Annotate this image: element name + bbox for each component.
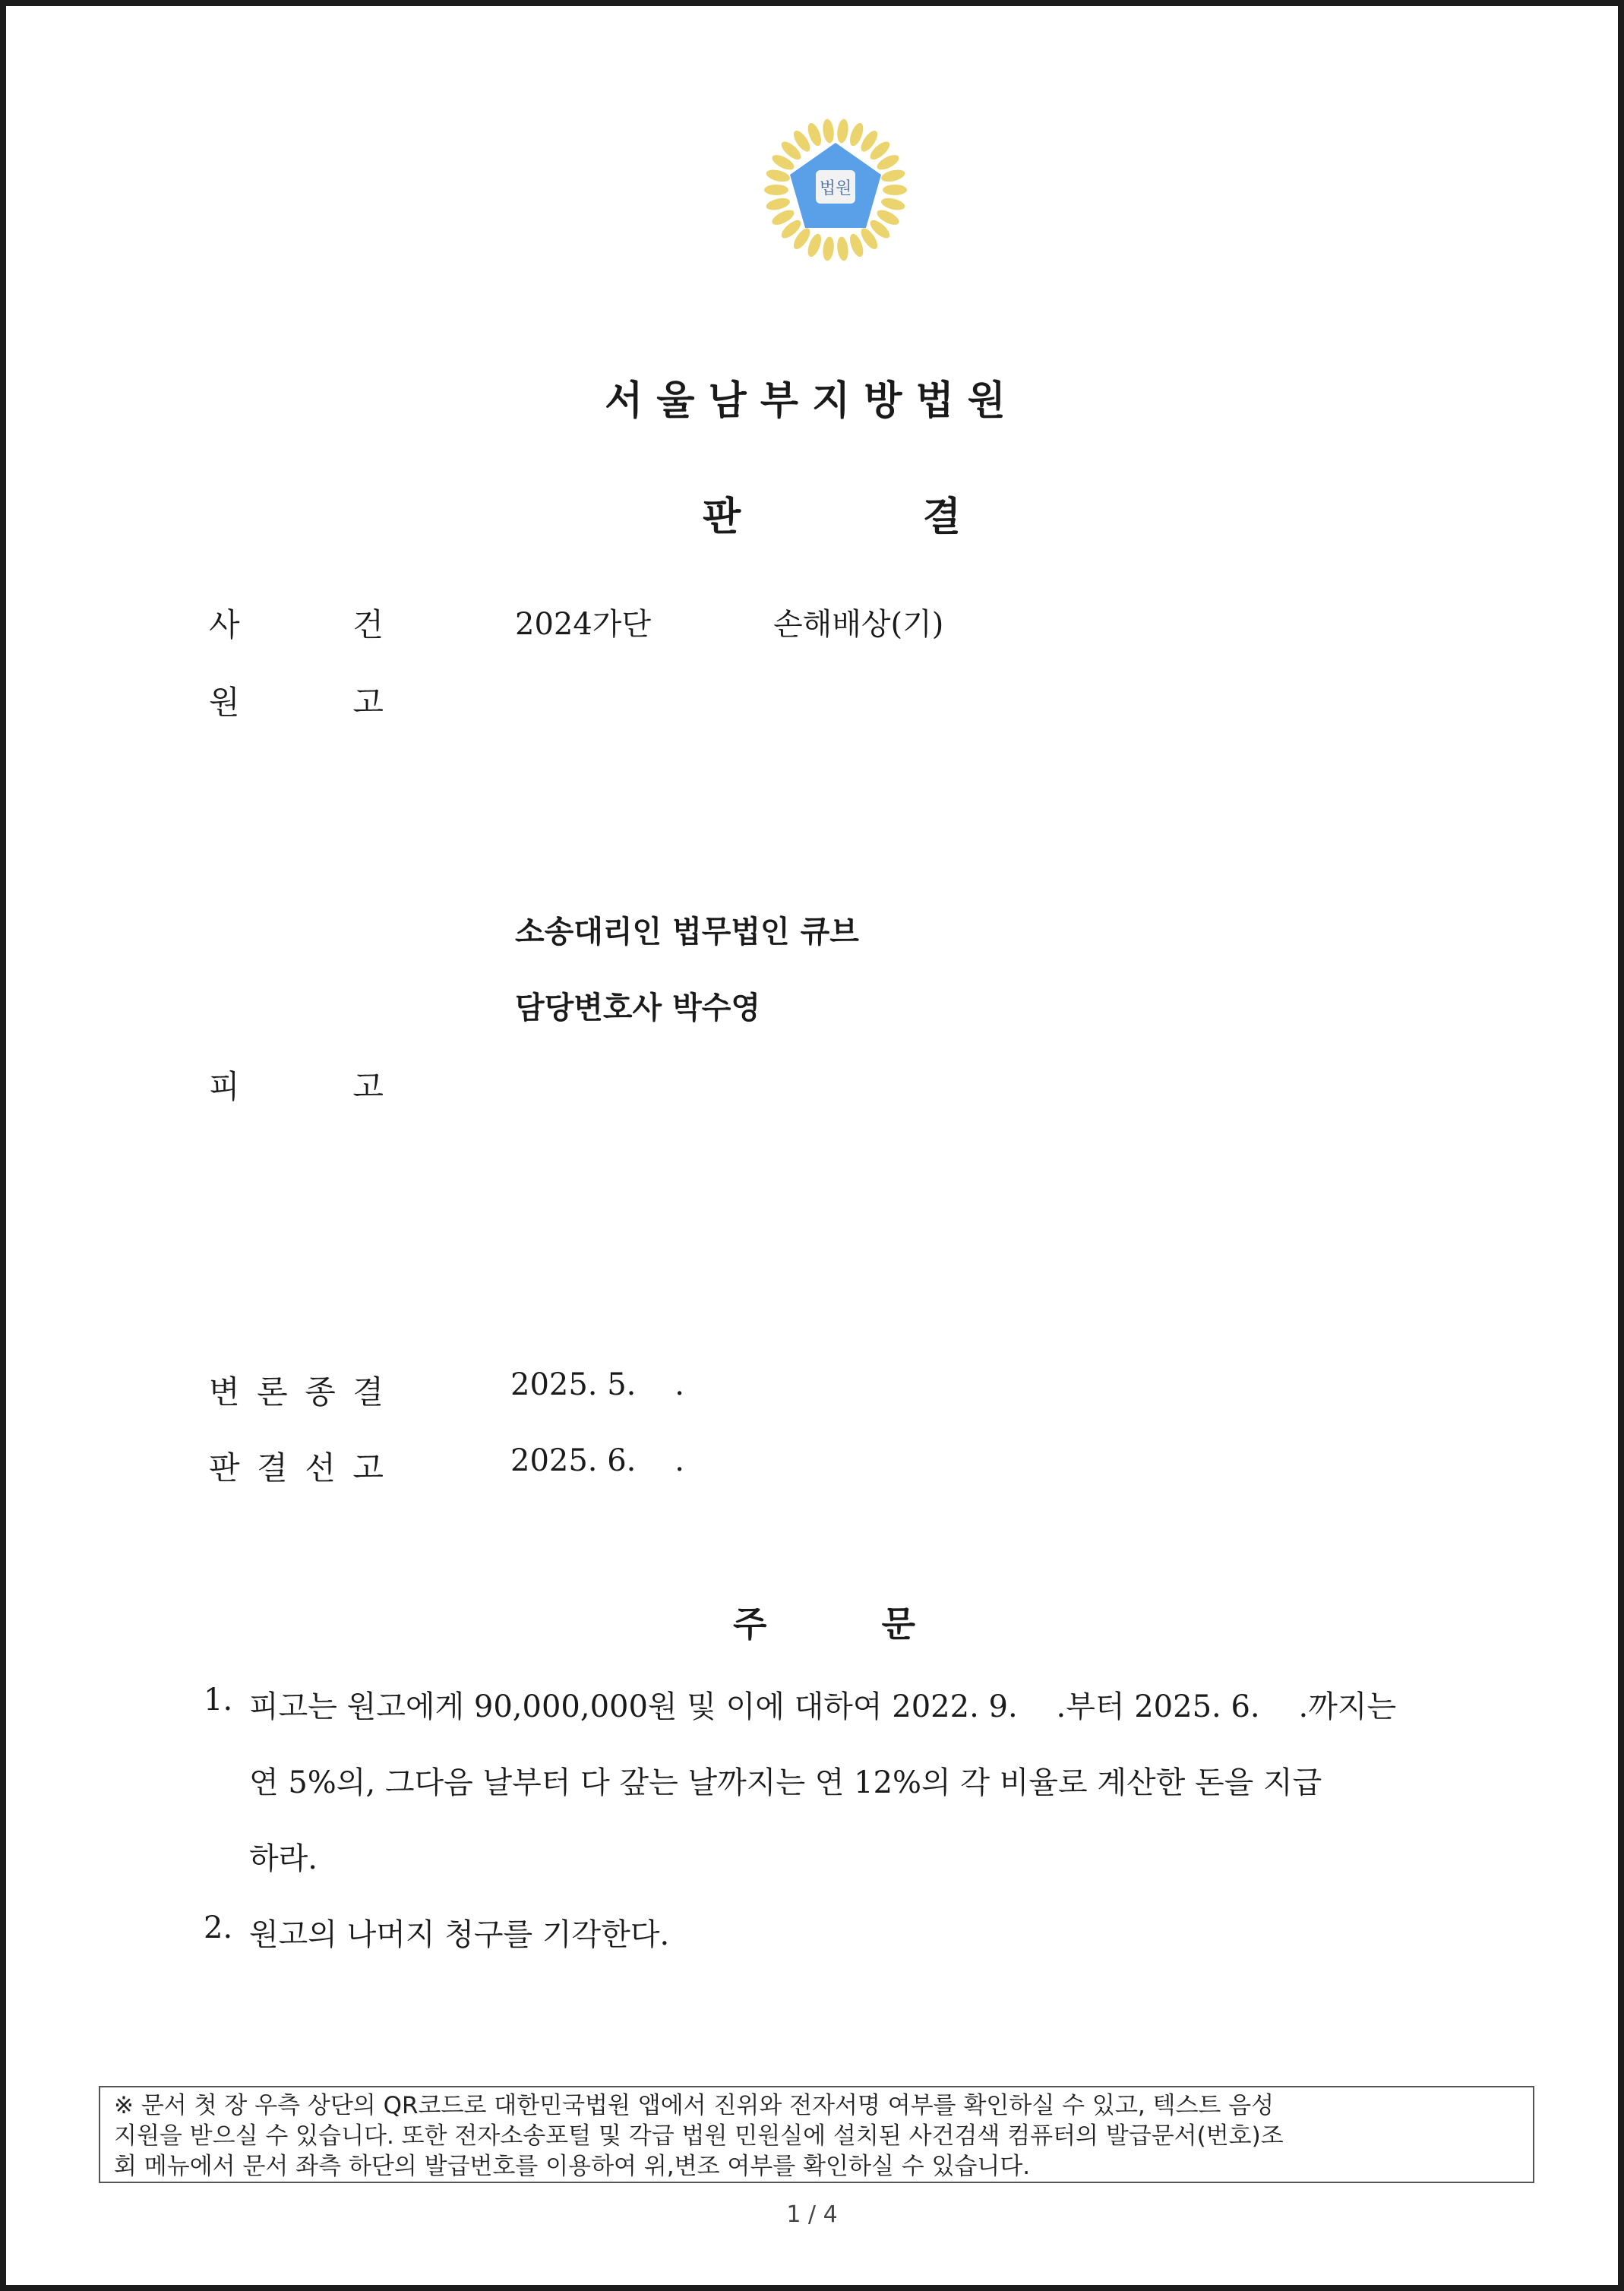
emblem-petal bbox=[880, 196, 906, 212]
verdict-date: 2025. 6. . bbox=[510, 1443, 684, 1478]
counsel-line: 소송대리인 법무법인 큐브 bbox=[515, 915, 859, 950]
order-item-line: 피고는 원고에게 90,000,000원 및 이에 대하여 2022. 9. .부터 2025. 6. .까지는 bbox=[249, 1689, 1397, 1724]
document-title bbox=[703, 485, 961, 542]
emblem-petal bbox=[765, 168, 791, 184]
closing-label-char: 변 bbox=[209, 1373, 240, 1411]
emblem-petal bbox=[836, 118, 850, 144]
verdict-label-char: 고 bbox=[352, 1449, 384, 1487]
lawyer-line: 담당변호사 박수영 bbox=[515, 991, 761, 1025]
emblem-petal bbox=[836, 236, 850, 261]
page-number: 1 / 4 bbox=[786, 2201, 838, 2228]
plaintiff-label-char: 원 bbox=[209, 684, 240, 721]
plaintiff-label-char: 고 bbox=[352, 684, 384, 721]
defendant-label bbox=[209, 1062, 384, 1108]
emblem-petal bbox=[822, 118, 836, 144]
order-title bbox=[733, 1597, 915, 1647]
closing-label bbox=[209, 1367, 384, 1413]
case-label-char: 건 bbox=[352, 606, 384, 643]
closing-label-char: 론 bbox=[257, 1373, 288, 1411]
emblem-petal bbox=[822, 236, 836, 261]
order-item-line: 연 5%의, 그다음 날부터 다 갚는 날까지는 연 12%의 각 비율로 계산한 돈을 지급 bbox=[249, 1765, 1322, 1800]
verdict-label bbox=[209, 1443, 384, 1489]
order-item-number: 1. bbox=[204, 1683, 233, 1717]
verdict-label-char: 결 bbox=[257, 1449, 288, 1487]
notice-line: 회 메뉴에서 문서 좌측 하단의 발급번호를 이용하여 위,변조 여부를 확인하실 수 있습니다. bbox=[114, 2153, 1031, 2180]
verdict-label-char: 판 bbox=[209, 1449, 240, 1487]
order-title-right: 문 bbox=[881, 1604, 915, 1645]
verification-notice bbox=[99, 2086, 1534, 2183]
order-title-left: 주 bbox=[733, 1604, 767, 1645]
notice-line: ※ 문서 첫 장 우측 상단의 QR코드로 대한민국법원 앱에서 진위와 전자서명 여부를 확인하실 수 있고, 텍스트 음성 bbox=[114, 2092, 1275, 2119]
court-emblem bbox=[760, 114, 912, 266]
order-item-line: 하라. bbox=[249, 1841, 318, 1876]
verdict-label-char: 선 bbox=[305, 1449, 336, 1487]
case-name: 손해배상(기) bbox=[773, 607, 944, 642]
order-item-line: 원고의 나머지 청구를 기각한다. bbox=[249, 1917, 670, 1952]
order-item-number: 2. bbox=[204, 1910, 233, 1945]
defendant-label-char: 고 bbox=[352, 1068, 384, 1105]
court-name: 서울남부지방법원 bbox=[605, 378, 1019, 424]
emblem-text: 법원 bbox=[819, 179, 852, 198]
emblem-petal bbox=[764, 185, 788, 195]
case-label bbox=[209, 600, 384, 646]
emblem-petal bbox=[765, 196, 791, 212]
plaintiff-label bbox=[209, 678, 384, 723]
closing-date: 2025. 5. . bbox=[510, 1367, 684, 1402]
emblem-petal bbox=[883, 185, 907, 195]
case-label-char: 사 bbox=[209, 606, 240, 643]
defendant-label-char: 피 bbox=[209, 1068, 240, 1105]
title-right-char: 결 bbox=[922, 495, 961, 540]
case-number: 2024가단 bbox=[515, 607, 652, 642]
emblem-petal bbox=[880, 168, 906, 184]
title-left-char: 판 bbox=[703, 495, 741, 540]
closing-label-char: 종 bbox=[305, 1373, 336, 1411]
notice-line: 지원을 받으실 수 있습니다. 또한 전자소송포털 및 각급 법원 민원실에 설치된 사건검색 컴퓨터의 발급문서(번호)조 bbox=[114, 2122, 1284, 2150]
closing-label-char: 결 bbox=[352, 1373, 384, 1411]
